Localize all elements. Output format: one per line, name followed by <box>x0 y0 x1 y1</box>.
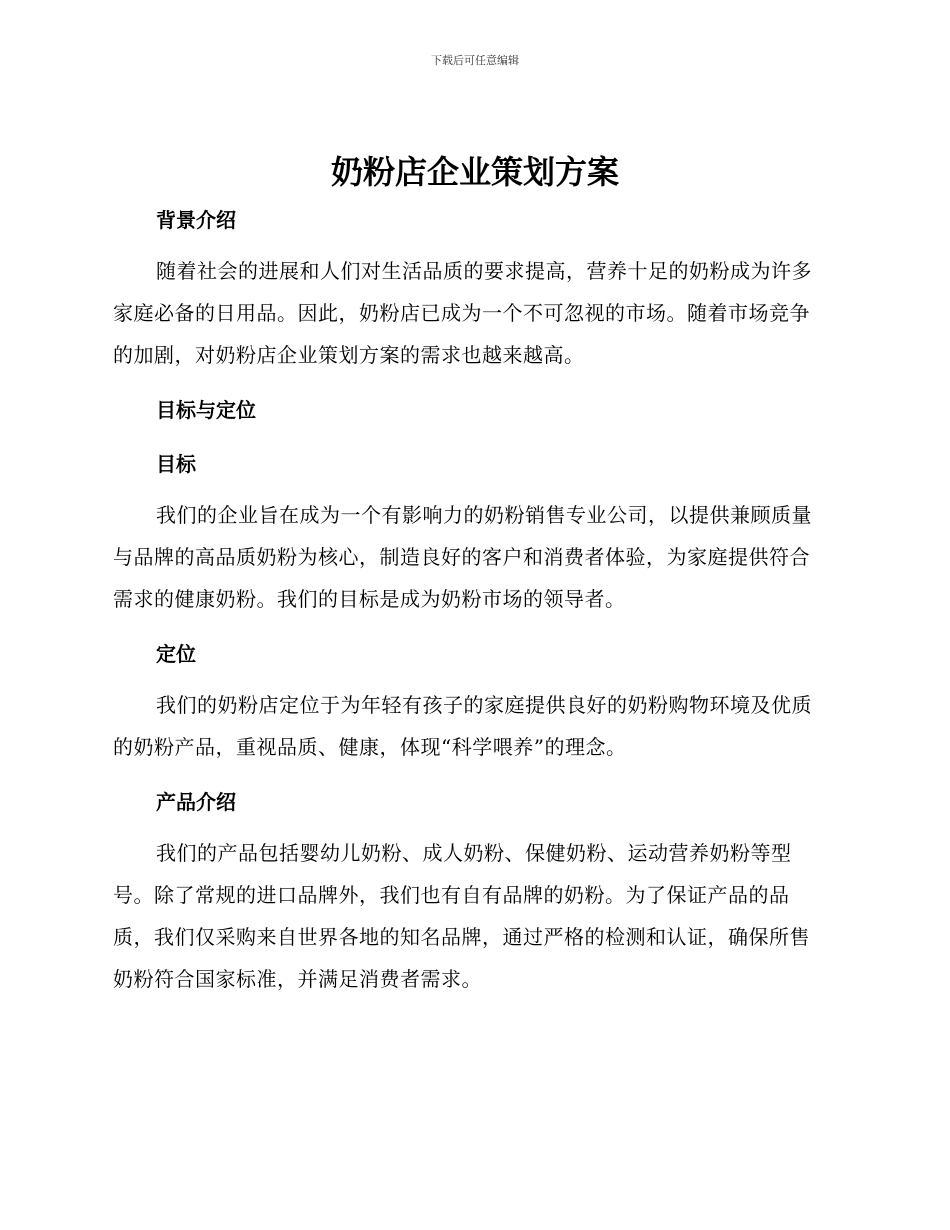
section-heading-positioning: 定位 <box>156 642 196 666</box>
page-header-note: 下载后可任意编辑 <box>431 54 519 67</box>
section-paragraph-background: 随着社会的进展和人们对生活品质的要求提高，营养十足的奶粉成为许多家庭必备的日用品。因此，奶粉店已成为一个不可忽视的市场。随着市场竞争的加剧，对奶粉店企业策划方案的需求也越来越高。 <box>113 259 812 367</box>
page-title: 奶粉店企业策划方案 <box>330 153 619 191</box>
section-paragraph-products: 我们的产品包括婴幼儿奶粉、成人奶粉、保健奶粉、运动营养奶粉等型号。除了常规的进口品牌外，我们也有自有品牌的奶粉。为了保证产品的品质，我们仅采购来自世界各地的知名品牌，通过严格的检测和认证，确保所售奶粉符合国家标准，并满足消费者需求。 <box>113 841 810 991</box>
section-heading-products: 产品介绍 <box>156 790 236 814</box>
section-heading-goals: 目标 <box>156 452 196 476</box>
document-body <box>113 200 830 1000</box>
section-paragraph-positioning: 我们的奶粉店定位于为年轻有孩子的家庭提供良好的奶粉购物环境及优质的奶粉产品，重视品质、健康，体现“科学喂养”的理念。 <box>113 693 812 759</box>
section-paragraph-goals: 我们的企业旨在成为一个有影响力的奶粉销售专业公司，以提供兼顾质量与品牌的高品质奶粉为核心，制造良好的客户和消费者体验，为家庭提供符合需求的健康奶粉。我们的目标是成为奶粉市场的领导者。 <box>113 503 812 611</box>
section-heading-goals-positioning: 目标与定位 <box>156 398 256 422</box>
section-heading-background: 背景介绍 <box>156 208 236 232</box>
